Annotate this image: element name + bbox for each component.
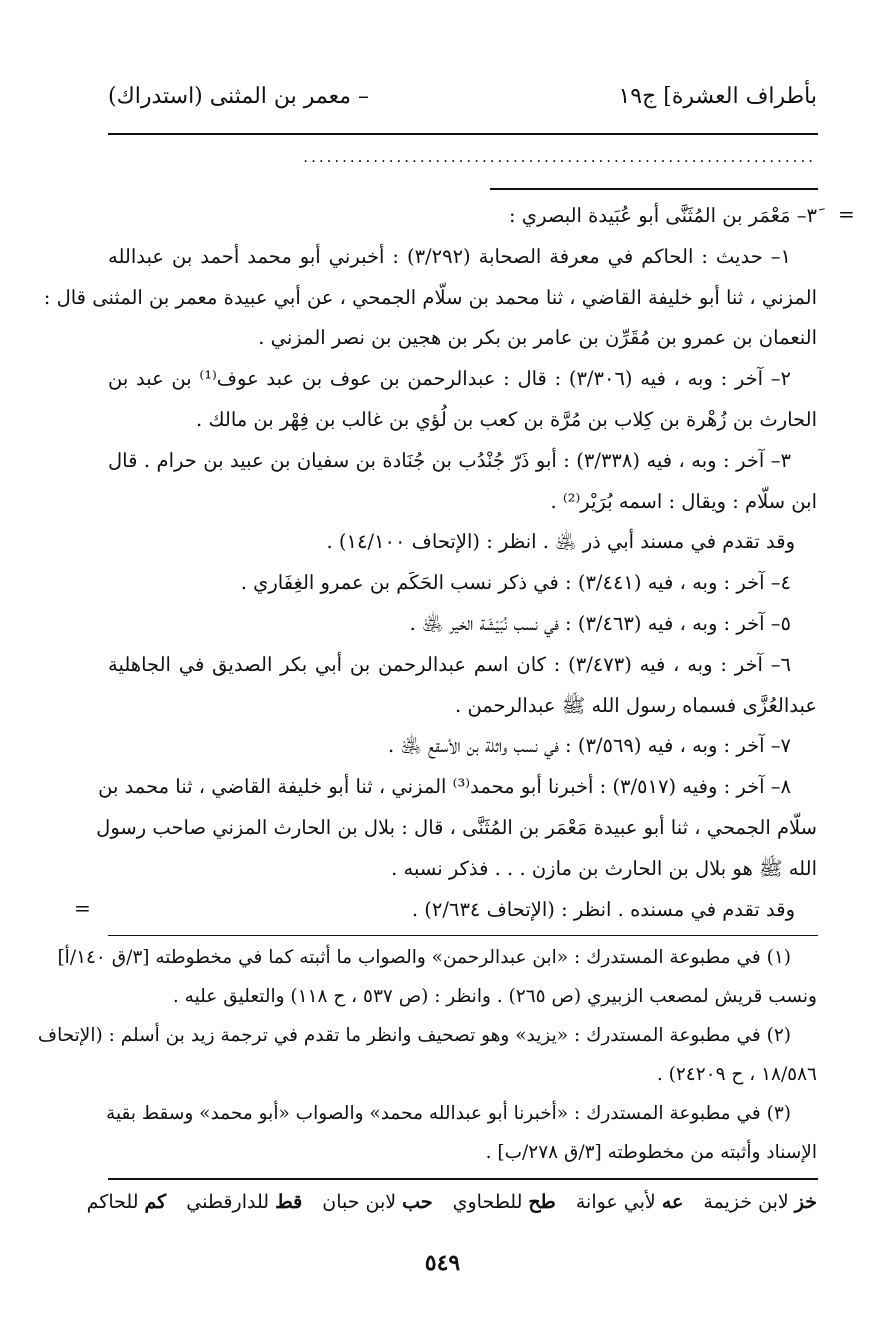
omission-dots: ..................................................................	[303, 148, 816, 166]
margin-mark-bottom: =	[74, 896, 91, 920]
abbr-code: حب	[402, 1191, 433, 1213]
abbr-code: قط	[275, 1191, 303, 1213]
section-title: ٣َ– مَعْمَر بن المُثَنَّى أبو عُبَيدة البصري :	[509, 204, 817, 227]
abbr-code: عه	[661, 1191, 684, 1213]
text-line: ٤– آخر : وبه ، فيه (٣/٤٤١) : في ذكر نسب الحَكَم بن عمرو الغِفَاري .	[240, 571, 791, 595]
footnote-line: الإسناد وأثبته من مخطوطته [٣/ق ٢٧٨/ب] .	[485, 1142, 817, 1163]
abbr-name: لابن خزيمة	[703, 1191, 789, 1213]
text-line: الله ﷺ هو بلال بن الحارث بن مازن . . . فذكر نسبه .	[391, 856, 817, 880]
abbr-name: لابن حبان	[322, 1191, 397, 1213]
abbr-name: للطحاوي	[452, 1191, 523, 1213]
text-line: المزني ، ثنا أبو خليفة القاضي ، ثنا محمد بن سلّام الجمحي ، عن أبي عبيدة معمر بن المثنى قال :	[43, 285, 817, 309]
text-line: ٣– آخر : وبه ، فيه (٣/٣٣٨) : أبو ذَرّ جُنْدُب بن جُنَادة بن سفيان بن عبيد بن حرام . قال	[108, 448, 792, 472]
text-line: ٨– آخر : وفيه (٣/٥١٧) : أخبرنا أبو محمد⁽³⁾ المزني ، ثنا أبو خليفة القاضي ، ثنا محمد بن	[98, 775, 791, 799]
abbr-name: لأبي عوانة	[575, 1191, 656, 1213]
margin-mark-top: =	[838, 202, 855, 226]
text-line: وقد تقدم في مسند أبي ذر ﵁ . انظر : (الإتحاف ١٤/١٠٠) .	[326, 530, 795, 554]
text-line: ٧– آخر : وبه ، فيه (٣/٥٦٩) : في نسب واثلة بن الأسقع ﵁ .	[388, 734, 791, 758]
abbr-name: للحاكم	[86, 1191, 139, 1213]
text-line: عبدالعُزَّى فسماه رسول الله ﷺ عبدالرحمن .	[455, 693, 817, 717]
header-running-title: – معمر بن المثنى (استدراك)	[108, 84, 370, 109]
main-text	[43, 196, 817, 930]
text-line: وقد تقدم في مسنده . انظر : (الإتحاف ٢/٦٣٤) .	[411, 897, 795, 921]
page-number: ٥٤٩	[424, 1250, 461, 1276]
abbr-code: كم	[144, 1191, 167, 1213]
footnote-line: (٢) في مطبوعة المستدرك : «يزيد» وهو تصحيف وانظر ما تقدم في ترجمة زيد بن أسلم : (الإتحاف	[37, 1025, 791, 1046]
text-line: ٢– آخر : وبه ، فيه (٣/٣٠٦) : قال : عبدالرحمن بن عوف بن عبد عوف⁽¹⁾ بن عبد بن	[108, 367, 791, 391]
abbreviation-rule	[108, 1178, 818, 1180]
text-line: سلّام الجمحي ، ثنا أبو عبيدة مَعْمَر بن المُثَنَّى ، قال : بلال بن الحارث المزني صاحب رسول	[96, 815, 817, 839]
footnote-line: ونسب قريش لمصعب الزبيري (ص ٢٦٥) . وانظر : (ص ٥٣٧ ، ح ١١٨) والتعليق عليه .	[172, 986, 817, 1007]
text-line: ١– حديث : الحاكم في معرفة الصحابة (٣/٢٩٢) : أخبرني أبو محمد أحمد بن عبدالله	[108, 244, 791, 268]
footnote-line: ١٨/٥٨٦ ، ح ٢٤٢٠٩) .	[656, 1064, 817, 1085]
footnote-line: (٣) في مطبوعة المستدرك : «أخبرنا أبو عبدالله محمد» والصواب «أبو محمد» وسقط بقية	[106, 1103, 791, 1124]
text-line: الحارث بن زُهْرة بن كِلاب بن مُرَّة بن كعب بن لُؤي بن غالب بن فِهْر بن مالك .	[196, 407, 817, 431]
header-rule	[108, 133, 818, 135]
abbr-code: خز	[794, 1191, 817, 1213]
header-book-title: بأطراف العشرة] ج١٩	[618, 84, 817, 109]
text-line: ٥– آخر : وبه ، فيه (٣/٤٦٣) : في نسب نُبَيْشَة الخير ﵁ .	[409, 611, 791, 635]
footnote-rule	[108, 935, 818, 936]
footnote-line: (١) في مطبوعة المستدرك : «ابن عبدالرحمن» والصواب ما أثبته كما في مخطوطته [٣/ق ١٤٠/أ]	[57, 947, 791, 968]
text-line: ابن سلّام : ويقال : اسمه بُرَيْر⁽²⁾ .	[550, 489, 817, 513]
abbreviation-key	[86, 1191, 817, 1213]
section-rule	[490, 188, 818, 190]
footnotes	[37, 938, 817, 1172]
abbr-code: طح	[528, 1191, 556, 1213]
text-line: ٦– آخر : وبه ، فيه (٣/٤٧٣) : كان اسم عبدالرحمن بن أبي بكر الصديق في الجاهلية	[108, 652, 791, 676]
abbr-name: للدارقطني	[186, 1191, 270, 1213]
text-line: النعمان بن عمرو بن مُقَرِّن بن عامر بن بكر بن هجين بن نصر المزني .	[258, 326, 817, 350]
